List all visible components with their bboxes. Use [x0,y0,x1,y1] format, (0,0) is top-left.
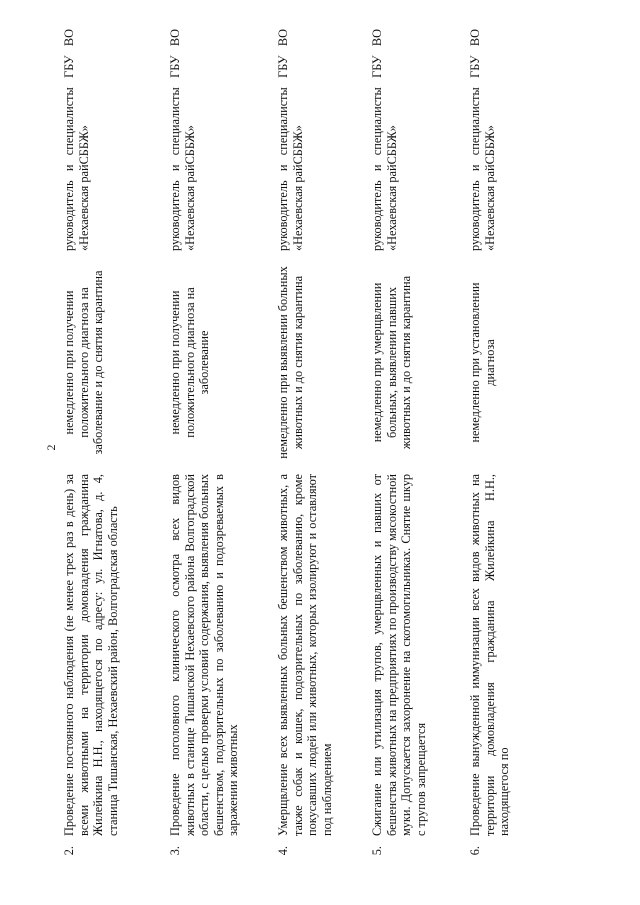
row-number: 6. [468,846,482,856]
table-row [276,25,370,870]
measures-table [62,25,556,870]
row-number: 2. [62,846,76,856]
rotated-content [40,25,600,870]
row-responsible: руководитель и специалисты ГБУ ВО «Нехаевская райСББЖ» [468,29,497,251]
row-responsible: руководитель и специалисты ГБУ ВО «Нехаевская райСББЖ» [370,29,399,251]
row-action: Умерщвление всех выявленных больных бешенством животных, а также собак и кошек, подозрительных по заболеванию, кроме покусавших людей или животных, которых изолируют и оставляют под наблюдением [276,474,334,836]
row-action: Проведение вынужденной иммунизации всех видов животных на территории домовладения гражданина Жилейкина Н.Н., находящегося по [468,474,512,836]
row-number: 3. [168,846,182,856]
table-row [62,25,168,870]
table-row [168,25,276,870]
row-number: 5. [370,846,384,856]
row-action: Проведение поголовного клинического осмотра всех видов животных в станице Тишанской Нехаевского района Волгоградской области, с целью проверки условий содержания, выявления больных бешенством, подозрительных по заболеванию и подозреваемых в заражении животных [168,474,241,836]
row-term: немедленно при получении положительного диагноза на заболевание и до снятия карантина [62,270,106,455]
row-action: Проведение постоянного наблюдения (не менее трех раз в день) за всеми животными на территории домовладения гражданина Жилейкина Н.Н., находящегося по адресу: ул. Игнатова, д. 4, станица Тишанская, Нехаевский район, Волгоградская область [62,474,120,836]
row-term: немедленно при получении положительного диагноза на заболевание [168,287,212,438]
page-number: 2 [44,444,58,451]
row-responsible: руководитель и специалисты ГБУ ВО «Нехаевская райСББЖ» [276,29,305,251]
table-row [468,25,556,870]
row-responsible: руководитель и специалисты ГБУ ВО «Нехаевская райСББЖ» [62,29,91,251]
row-term: немедленно при установлении диагноза [468,282,497,443]
row-responsible: руководитель и специалисты ГБУ ВО «Нехаевская райСББЖ» [168,29,197,251]
table-row [370,25,468,870]
row-term: немедленно при умерщвлении больных, выявлении павших животных и до снятия карантина [370,275,414,450]
row-action: Сжигание или утилизация трупов, умерщвленных и павших от бешенства животных на предприятиях по производству мясокостной муки. Допускается захоронение на скотомогильниках. Снятие шкур с трупов запрещается [370,474,428,836]
row-term: немедленно при выявлении больных животных и до снятия карантина [276,266,305,459]
row-number: 4. [276,846,290,856]
